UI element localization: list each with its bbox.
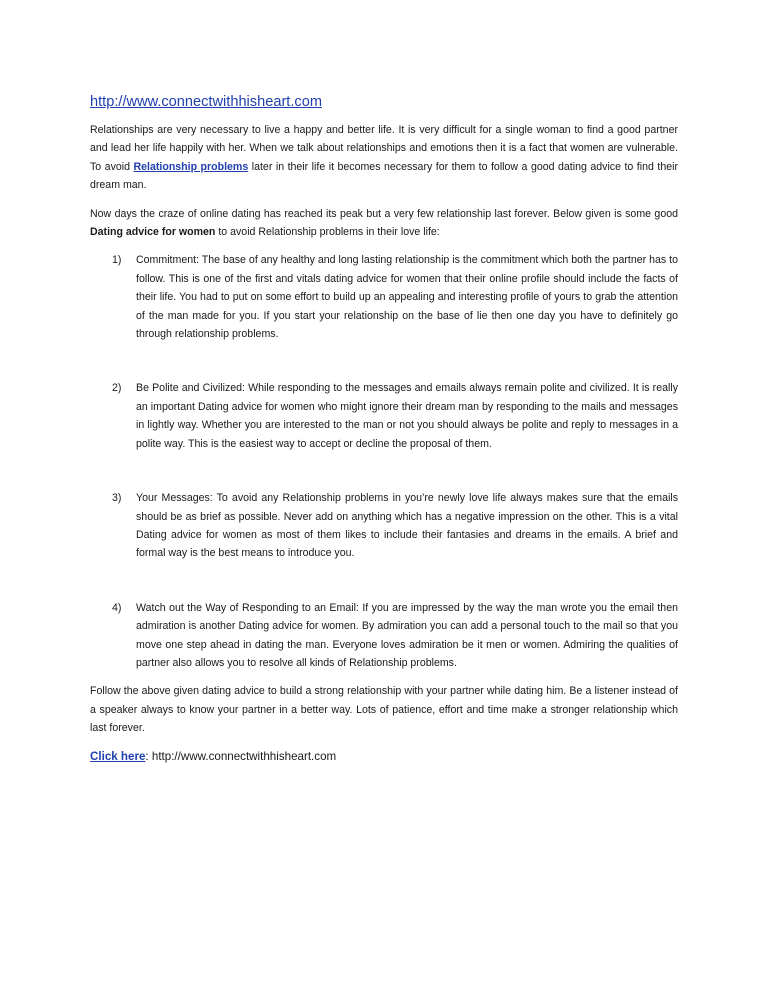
list-item bbox=[90, 251, 678, 343]
para2-text-end: to avoid Relationship problems in their love life: bbox=[215, 226, 440, 239]
click-here-link[interactable]: Click here bbox=[90, 749, 146, 763]
list-item-number: 4) bbox=[112, 601, 122, 614]
list-item-text: Commitment: The base of any healthy and long lasting relationship is the commitment which both the partner has to follow. This is one of the first and vitals dating advice for women that their online profile should include the facts of their life. You had to put on some effort to build up an appealing and interesting profile of yours to grab the attention of the man made for you. If you start your relationship on the base of lie then one day you have to definitely go through relationship problems. bbox=[136, 254, 678, 341]
list-item-text: Be Polite and Civilized: While responding to the messages and emails always remain polite and civilized. It is really an important Dating advice for women who might ignore their dream man by responding to the mails and messages in lightly way. Whether you are interested to the man or not you should always be polite and reply to messages in a polite way. This is the easiest way to accept or decline the proposal of them. bbox=[136, 382, 678, 450]
conclusion-paragraph: Follow the above given dating advice to build a strong relationship with your partner while dating him. Be a listener instead of a speaker always to know your partner in a better way. Lots of patience, effort and time make a stronger relationship which last forever. bbox=[90, 685, 678, 735]
list-item bbox=[90, 599, 678, 673]
advice-list bbox=[90, 251, 678, 672]
list-item bbox=[90, 489, 678, 563]
footer-url: http://www.connectwithhisheart.com bbox=[148, 749, 337, 763]
document-body bbox=[90, 92, 678, 766]
para2-text-start: Now days the craze of online dating has reached its peak but a very few relationship last forever. Below given is some good bbox=[90, 207, 678, 220]
intro-paragraph bbox=[90, 121, 678, 195]
intro-text-end: later in their life it becomes necessary for them to follow a good dating advice to find their dream man. bbox=[90, 160, 678, 192]
list-item-number: 3) bbox=[112, 492, 122, 505]
list-item-number: 1) bbox=[112, 254, 122, 267]
online-dating-paragraph bbox=[90, 205, 678, 242]
intro-text-start: Relationships are very necessary to live a happy and better life. It is very difficult for a single woman to find a good partner and lead her life happily with her. When we talk about relationships and emotions then it is a fact that women are vulnerable. To avoid bbox=[90, 124, 678, 173]
list-item-text: Your Messages: To avoid any Relationship problems in you’re newly love life always makes sure that the emails should be as brief as possible. Never add on anything which has a negative impression on the other. This is a vital Dating advice for women as most of them likes to include their fantasies and dreams in the emails. A brief and formal way is the best means to introduce you. bbox=[136, 492, 678, 560]
header-url-link[interactable]: http://www.connectwithhisheart.com bbox=[90, 94, 322, 110]
footer-separator: : bbox=[145, 749, 149, 763]
footer-line bbox=[90, 748, 678, 766]
list-item-text: Watch out the Way of Responding to an Email: If you are impressed by the way the man wrote you the email then admiration is another Dating advice for women. By admiration you can add a personal touch to the mail so that you move one step ahead in dating the man. Everyone loves admiration be it men or women. Admiring the qualities of partner also allows you to resolve all kinds of Relationship problems. bbox=[136, 601, 678, 669]
dating-advice-bold: Dating advice for women bbox=[90, 226, 216, 239]
list-item-number: 2) bbox=[112, 382, 122, 395]
list-item bbox=[90, 379, 678, 453]
relationship-problems-link[interactable]: Relationship problems bbox=[133, 160, 249, 173]
